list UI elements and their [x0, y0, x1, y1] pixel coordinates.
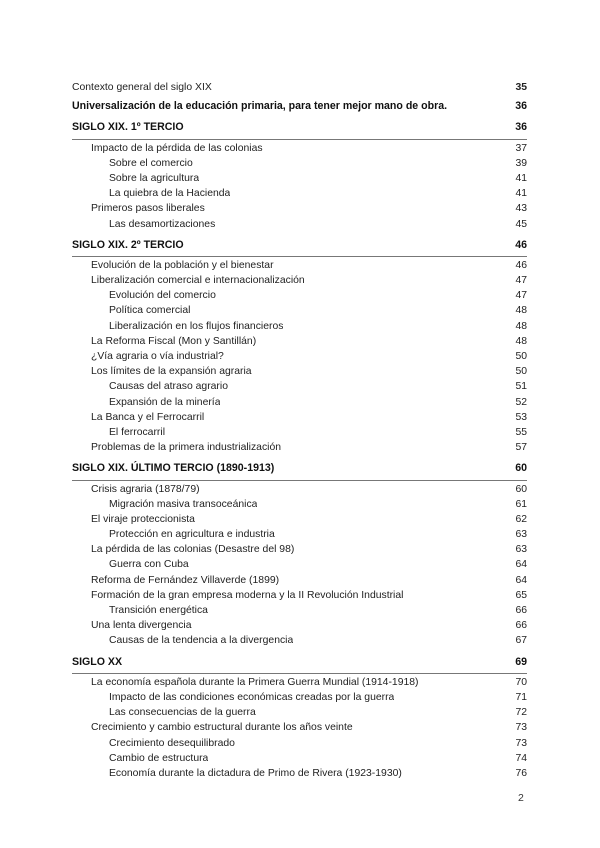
toc-entry[interactable]: [72, 751, 527, 766]
toc-entry[interactable]: [72, 319, 527, 334]
toc-entry-page: 73: [515, 722, 527, 734]
toc-entry-page: 50: [515, 351, 527, 362]
toc-entry-title: Problemas de la primera industrialización: [91, 442, 282, 454]
toc-entry[interactable]: [72, 379, 527, 394]
toc-entry-page: 64: [515, 574, 527, 586]
toc-entry-title: El viraje proteccionista: [91, 513, 195, 525]
toc-entry-page: 63: [515, 544, 527, 556]
toc-entry[interactable]: [72, 99, 527, 114]
toc-entry[interactable]: [72, 425, 527, 440]
toc-entry-title: Transición energética: [109, 605, 208, 616]
toc-entry-title: Guerra con Cuba: [109, 559, 189, 571]
toc-entry-title: SIGLO XIX. 1º TERCIO: [72, 121, 184, 134]
toc-entry[interactable]: [72, 171, 527, 186]
toc-entry[interactable]: [72, 705, 527, 720]
toc-entry-title: Universalización de la educación primaria, para tener mejor mano de obra.: [72, 100, 448, 113]
toc-entry[interactable]: [72, 675, 527, 690]
toc-entry-page: 62: [515, 513, 527, 525]
toc-entry[interactable]: [72, 258, 527, 273]
toc-entry-page: 48: [515, 335, 527, 347]
toc-entry[interactable]: [72, 497, 527, 512]
toc-entry-page: 37: [515, 142, 527, 154]
toc-entry-page: 46: [515, 238, 527, 251]
toc-entry-page: 70: [515, 676, 527, 688]
toc-entry-page: 41: [515, 172, 527, 184]
toc-entry-page: 55: [515, 426, 527, 438]
toc-entry[interactable]: [72, 364, 527, 379]
toc-entry[interactable]: [72, 201, 527, 216]
toc-entry-page: 45: [515, 218, 527, 230]
toc-entry-title: Liberalización en los flujos financieros: [109, 320, 284, 332]
toc-entry-title: Reforma de Fernández Villaverde (1899): [91, 574, 280, 586]
toc-entry-page: 53: [515, 411, 527, 423]
toc-entry-page: 65: [515, 589, 527, 601]
toc-section-heading[interactable]: [72, 655, 527, 674]
toc-section-heading[interactable]: [72, 120, 527, 139]
toc-entry-title: Formación de la gran empresa moderna y la II Revolución Industrial: [91, 589, 404, 601]
table-of-contents: [72, 80, 527, 781]
toc-entry[interactable]: [72, 573, 527, 588]
toc-entry-title: Impacto de la pérdida de las colonias: [91, 142, 263, 154]
toc-entry-page: 48: [515, 320, 527, 332]
toc-entry-page: 36: [515, 100, 527, 113]
toc-entry-title: La Reforma Fiscal (Mon y Santillán): [91, 335, 257, 347]
toc-entry-title: Sobre la agricultura: [109, 172, 200, 184]
toc-entry-title: Las consecuencias de la guerra: [109, 707, 256, 719]
toc-entry-page: 73: [515, 737, 527, 749]
toc-entry[interactable]: [72, 482, 527, 497]
toc-entry-title: El ferrocarril: [109, 426, 166, 438]
toc-entry-title: SIGLO XIX. ÚLTIMO TERCIO (1890-1913): [72, 462, 275, 475]
toc-entry[interactable]: [72, 288, 527, 303]
toc-entry-title: Crisis agraria (1878/79): [91, 483, 200, 495]
toc-entry[interactable]: [72, 273, 527, 288]
toc-entry[interactable]: [72, 720, 527, 735]
toc-entry-page: 52: [515, 396, 527, 408]
toc-entry[interactable]: [72, 527, 527, 542]
toc-entry[interactable]: [72, 349, 527, 364]
toc-entry-title: Economía durante la dictadura de Primo de Rivera (1923-1930): [109, 767, 402, 779]
toc-entry-page: 71: [515, 691, 527, 703]
toc-entry-title: ¿Vía agraria o vía industrial?: [91, 351, 224, 362]
toc-entry[interactable]: [72, 588, 527, 603]
toc-entry[interactable]: [72, 618, 527, 633]
toc-entry-title: SIGLO XIX. 2º TERCIO: [72, 238, 184, 251]
toc-entry-title: La economía española durante la Primera Guerra Mundial (1914-1918): [91, 676, 419, 688]
toc-entry-title: Causas del atraso agrario: [109, 381, 228, 393]
toc-entry-page: 66: [515, 605, 527, 616]
toc-entry-title: Causas de la tendencia a la divergencia: [109, 635, 294, 647]
toc-entry-page: 64: [515, 559, 527, 571]
toc-entry[interactable]: [72, 395, 527, 410]
toc-entry[interactable]: [72, 440, 527, 455]
toc-entry-title: La pérdida de las colonias (Desastre del 98): [91, 544, 295, 556]
toc-entry[interactable]: [72, 141, 527, 156]
toc-entry-title: Contexto general del siglo XIX: [72, 82, 212, 93]
toc-entry[interactable]: [72, 603, 527, 618]
toc-entry[interactable]: [72, 80, 527, 95]
toc-entry-title: SIGLO XX: [72, 655, 123, 668]
toc-entry-title: Las desamortizaciones: [109, 218, 216, 230]
toc-entry-title: Una lenta divergencia: [91, 620, 192, 632]
toc-entry[interactable]: [72, 512, 527, 527]
toc-entry-title: Crecimiento y cambio estructural durante los años veinte: [91, 722, 353, 734]
toc-entry-title: Primeros pasos liberales: [91, 203, 205, 215]
toc-entry-page: 67: [515, 635, 527, 647]
toc-entry-title: Migración masiva transoceánica: [109, 498, 258, 510]
toc-entry-page: 43: [515, 203, 527, 215]
toc-entry-page: 60: [515, 462, 527, 475]
toc-entry-page: 50: [515, 366, 527, 378]
toc-entry-title: Evolución de la población y el bienestar: [91, 259, 274, 271]
toc-entry-page: 47: [515, 290, 527, 302]
toc-entry-page: 35: [515, 82, 527, 93]
toc-entry-title: La quiebra de la Hacienda: [109, 188, 231, 200]
toc-entry[interactable]: [72, 156, 527, 171]
toc-entry[interactable]: [72, 217, 527, 232]
toc-section-heading[interactable]: [72, 461, 527, 480]
toc-entry-page: 39: [515, 157, 527, 169]
toc-entry-page: 47: [515, 275, 527, 287]
toc-entry-title: Cambio de estructura: [109, 752, 209, 764]
toc-entry-title: Los límites de la expansión agraria: [91, 366, 252, 378]
toc-entry-title: Expansión de la minería: [109, 396, 221, 408]
toc-entry-page: 66: [515, 620, 527, 632]
toc-entry[interactable]: [72, 542, 527, 557]
toc-entry-page: 69: [515, 655, 527, 668]
toc-entry[interactable]: [72, 334, 527, 349]
toc-entry-page: 76: [515, 767, 527, 779]
toc-entry-title: Crecimiento desequilibrado: [109, 737, 235, 749]
toc-entry[interactable]: [72, 410, 527, 425]
toc-entry-page: 61: [515, 498, 527, 510]
toc-entry[interactable]: [72, 186, 527, 201]
toc-entry-title: Protección en agricultura e industria: [109, 529, 275, 541]
toc-entry-page: 74: [515, 752, 527, 764]
toc-entry-title: La Banca y el Ferrocarril: [91, 411, 205, 423]
toc-entry-page: 60: [515, 483, 527, 495]
toc-entry[interactable]: [72, 766, 527, 781]
toc-entry-title: Evolución del comercio: [109, 290, 216, 302]
toc-entry[interactable]: [72, 736, 527, 751]
toc-entry-page: 63: [515, 529, 527, 541]
toc-entry-page: 36: [515, 121, 527, 134]
toc-entry-page: 72: [515, 707, 527, 719]
toc-entry-title: Política comercial: [109, 305, 191, 317]
toc-section-heading[interactable]: [72, 238, 527, 257]
toc-entry[interactable]: [72, 690, 527, 705]
page-number: 2: [518, 792, 524, 804]
toc-entry-page: 41: [515, 188, 527, 200]
toc-entry[interactable]: [72, 303, 527, 318]
toc-entry-title: Impacto de las condiciones económicas creadas por la guerra: [109, 691, 395, 703]
toc-entry-page: 57: [515, 442, 527, 454]
toc-entry-title: Liberalización comercial e internacionalización: [91, 275, 305, 287]
toc-entry-page: 51: [515, 381, 527, 393]
toc-entry-page: 48: [515, 305, 527, 317]
toc-entry-title: Sobre el comercio: [109, 157, 193, 169]
toc-entry-page: 46: [515, 259, 527, 271]
toc-entry[interactable]: [72, 557, 527, 572]
toc-entry[interactable]: [72, 633, 527, 648]
